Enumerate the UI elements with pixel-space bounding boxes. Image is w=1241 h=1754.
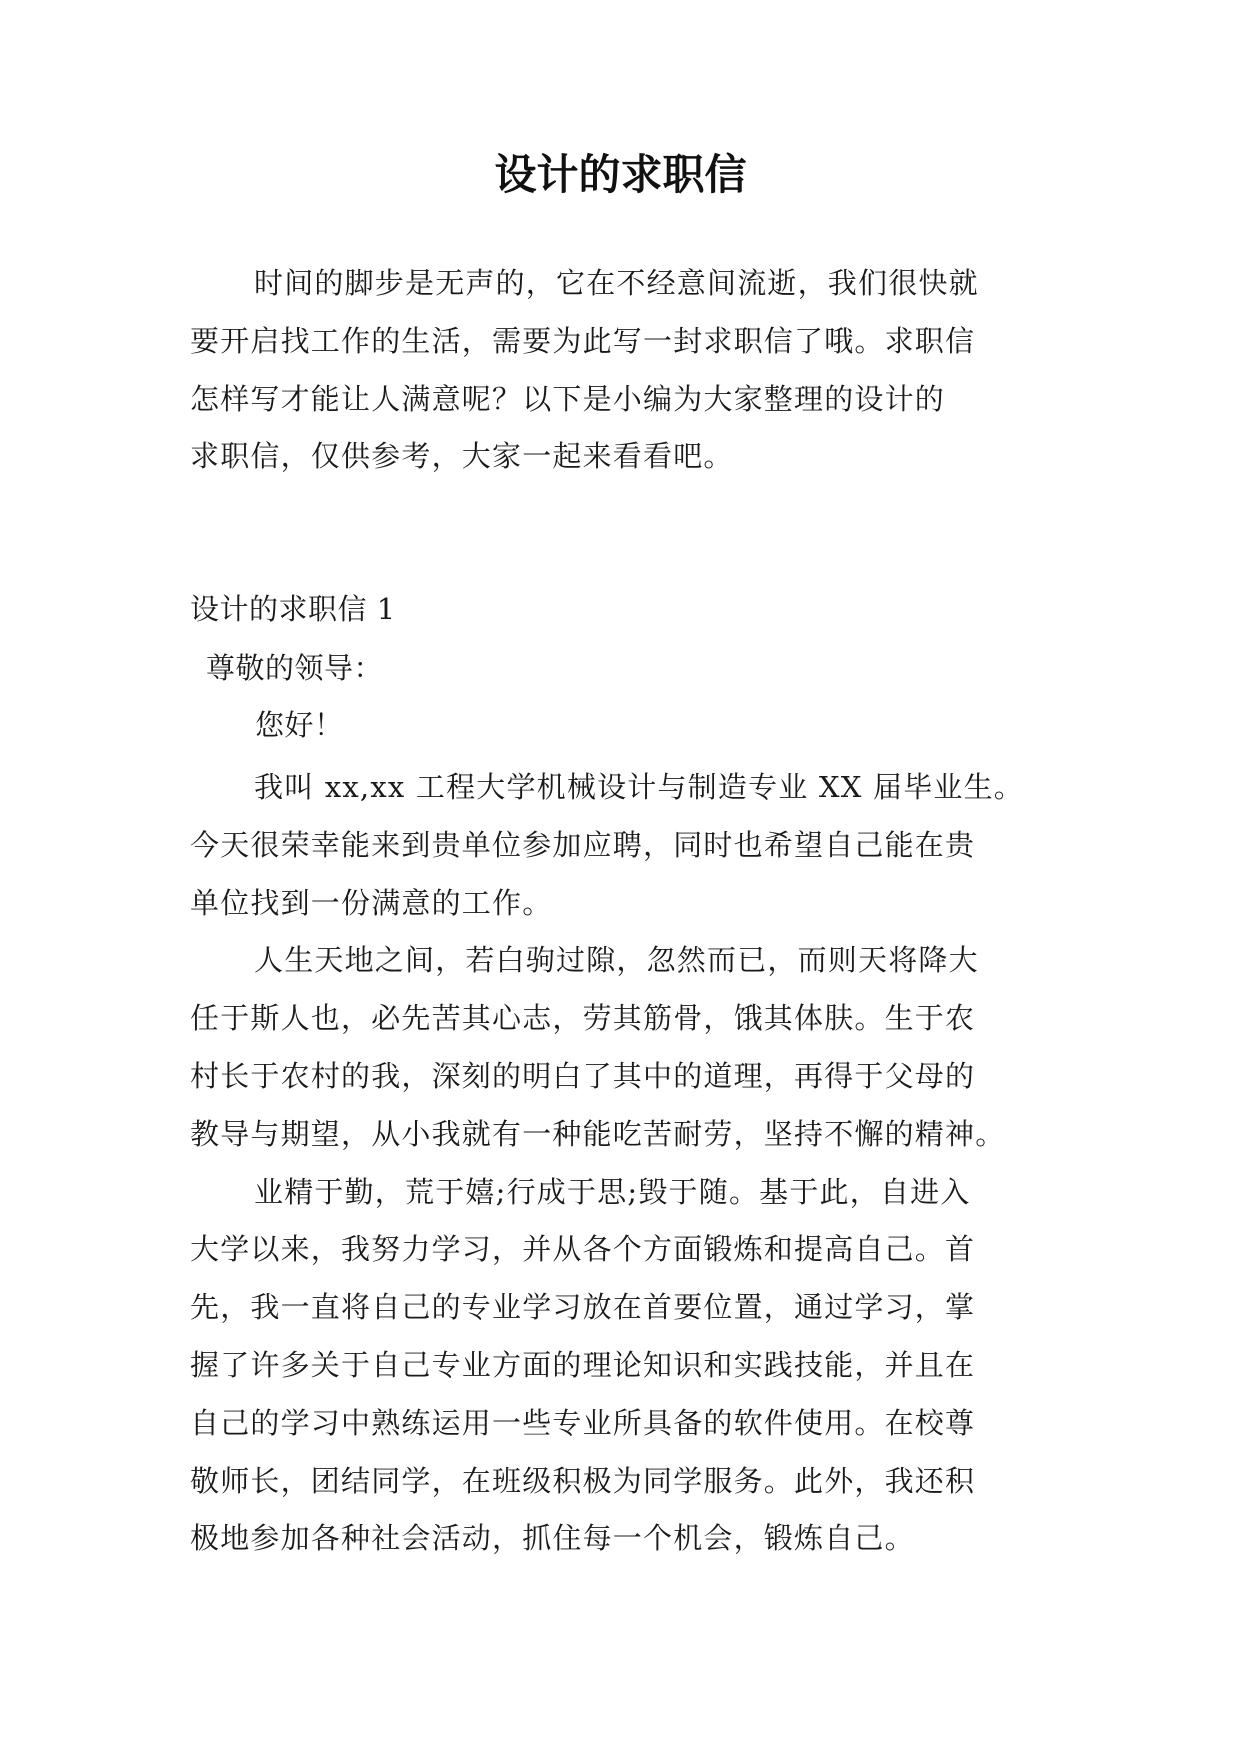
letter-body: [190, 759, 1050, 1568]
body-line: 教导与期望，从小我就有一种能吃苦耐劳，坚持不懈的精神。: [190, 1116, 1006, 1151]
intro-line: 求职信，仅供参考，大家一起来看看吧。: [190, 439, 734, 474]
body-line: 任于斯人也，必先苦其心志，劳其筋骨，饿其体肤。生于农: [190, 1001, 976, 1036]
intro-paragraph: [190, 255, 1050, 486]
intro-line: 要开启找工作的生活，需要为此写一封求职信了哦。求职信: [190, 323, 976, 358]
body-line: 我叫 xx,xx 工程大学机械设计与制造专业 XX 届毕业生。: [254, 770, 1025, 804]
body-line: 今天很荣幸能来到贵单位参加应聘，同时也希望自己能在贵: [190, 827, 976, 862]
body-line: 极地参加各种社会活动，抓住每一个机会，锻炼自己。: [190, 1521, 915, 1556]
body-line: 业精于勤，荒于嬉;行成于思;毁于随。基于此，自进入: [254, 1174, 971, 1209]
body-line: 村长于农村的我，深刻的明白了其中的道理，再得于父母的: [190, 1058, 976, 1093]
intro-line: 时间的脚步是无声的，它在不经意间流逝，我们很快就: [254, 266, 979, 300]
body-line: 自己的学习中熟练运用一些专业所具备的软件使用。在校尊: [190, 1405, 976, 1440]
body-line: 先，我一直将自己的专业学习放在首要位置，通过学习，掌: [190, 1290, 976, 1325]
greeting: 您好！: [255, 708, 344, 742]
page-title: 设计的求职信: [494, 150, 747, 199]
intro-line: 怎样写才能让人满意呢？以下是小编为大家整理的设计的: [190, 381, 946, 416]
body-line: 单位找到一份满意的工作。: [190, 885, 553, 920]
salutation: 尊敬的领导：: [206, 651, 384, 685]
section-title: 设计的求职信 1: [190, 592, 396, 626]
body-line: 握了许多关于自己专业方面的理论知识和实践技能，并且在: [190, 1347, 976, 1382]
body-line: 敬师长，团结同学，在班级积极为同学服务。此外，我还积: [190, 1463, 976, 1498]
body-line: 人生天地之间，若白驹过隙，忽然而已，而则天将降大: [254, 943, 979, 978]
body-line: 大学以来，我努力学习，并从各个方面锻炼和提高自己。首: [190, 1232, 976, 1267]
